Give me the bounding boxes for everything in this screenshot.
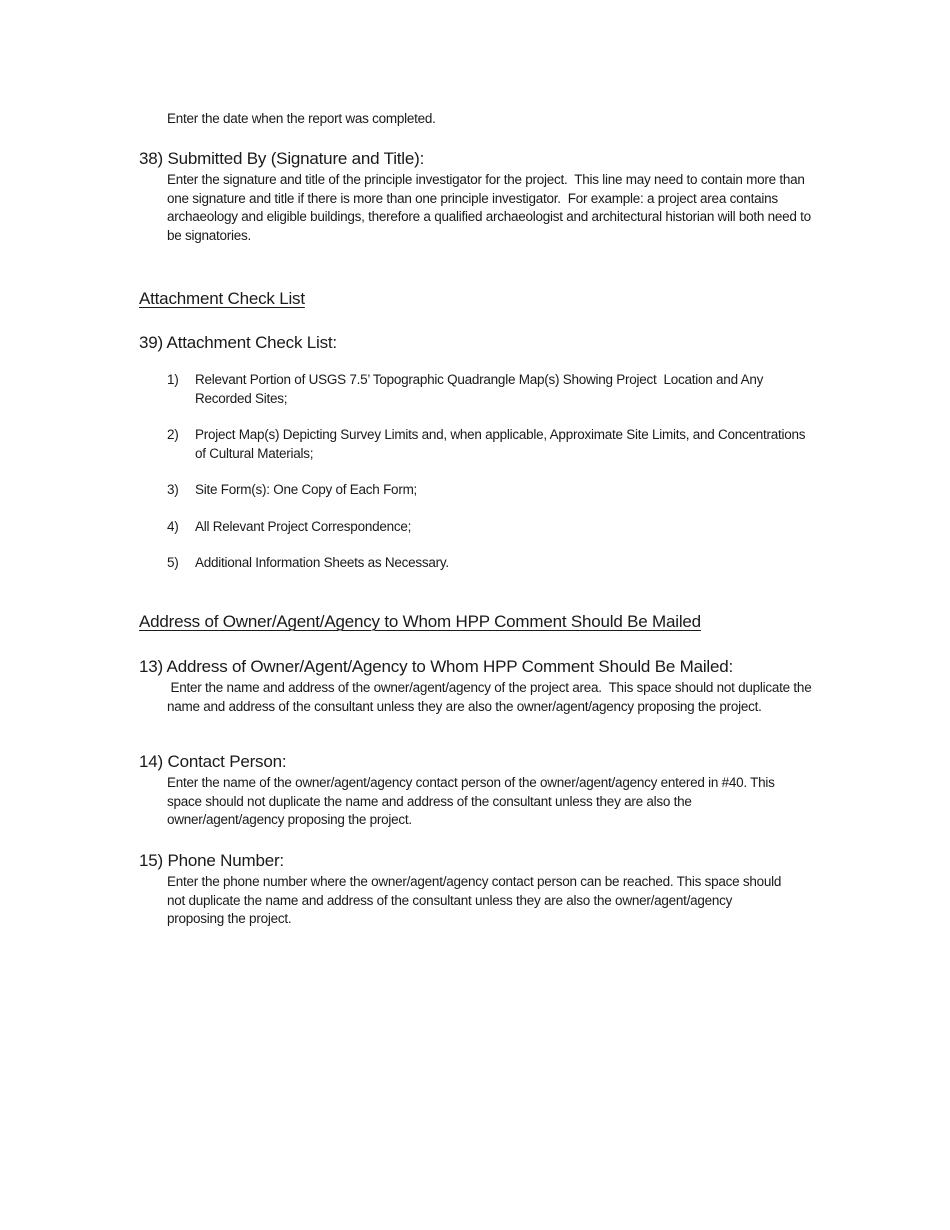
list-item-number: 4): [167, 518, 179, 534]
note-date-completed: Enter the date when the report was completed.: [167, 111, 436, 126]
section-heading-attachment-check-list: Attachment Check List: [139, 289, 305, 308]
list-item: [167, 481, 827, 500]
body-item-13: Enter the name and address of the owner/agent/agency of the project area. This space should not duplicate the name and address of the consultant unless they are also the owner/agent/agency proposing the project.: [167, 680, 815, 714]
heading-item-15-phone-number: 15) Phone Number:: [139, 851, 284, 870]
list-item-text: Site Form(s): One Copy of Each Form;: [195, 482, 418, 497]
list-item-number: 3): [167, 482, 179, 497]
list-item-text: Additional Information Sheets as Necessary.: [195, 555, 449, 570]
list-item-text: Relevant Portion of USGS 7.5’ Topographic Quadrangle Map(s) Showing Project Location and Any Recorded Sites;: [195, 372, 767, 406]
body-item-14: Enter the name of the owner/agent/agency contact person of the owner/agent/agency entered in #40. This space should not duplicate the name and address of the consultant unless they are also the owner/agent/agency proposing the project.: [167, 775, 779, 827]
heading-item-14-contact-person: 14) Contact Person:: [139, 752, 287, 771]
list-item-text: All Relevant Project Correspondence;: [195, 518, 412, 534]
list-item-number: 2): [167, 427, 179, 442]
list-item-text: Project Map(s) Depicting Survey Limits and, when applicable, Approximate Site Limits, and Concentrations of Cultural Materials;: [195, 427, 809, 461]
list-item: [167, 371, 827, 408]
heading-item-13-address: 13) Address of Owner/Agent/Agency to Whom HPP Comment Should Be Mailed:: [139, 657, 734, 676]
list-item-number: 5): [167, 555, 179, 570]
section-heading-address-owner-agent-agency: Address of Owner/Agent/Agency to Whom HPP Comment Should Be Mailed: [139, 612, 701, 631]
list-item: [167, 426, 827, 463]
heading-item-38-submitted-by: 38) Submitted By (Signature and Title):: [139, 149, 425, 168]
attachment-check-list: [167, 371, 827, 573]
body-item-38: Enter the signature and title of the principle investigator for the project. This line may need to contain more than one signature and title if there is more than one principle investigator. For example: a project area contains archaeology and eligible buildings, therefore a qualified archaeologist and architectural historian will both need to be signatories.: [167, 172, 815, 243]
body-item-15: Enter the phone number where the owner/agent/agency contact person can be reached. This space should not duplicate the name and address of the consultant unless they are also the owner/agent/agency proposing the project.: [167, 874, 785, 926]
list-item-number: 1): [167, 372, 179, 387]
heading-item-39-attachment-check-list: 39) Attachment Check List:: [139, 333, 337, 352]
list-item: [167, 554, 827, 573]
list-item: [167, 518, 827, 537]
